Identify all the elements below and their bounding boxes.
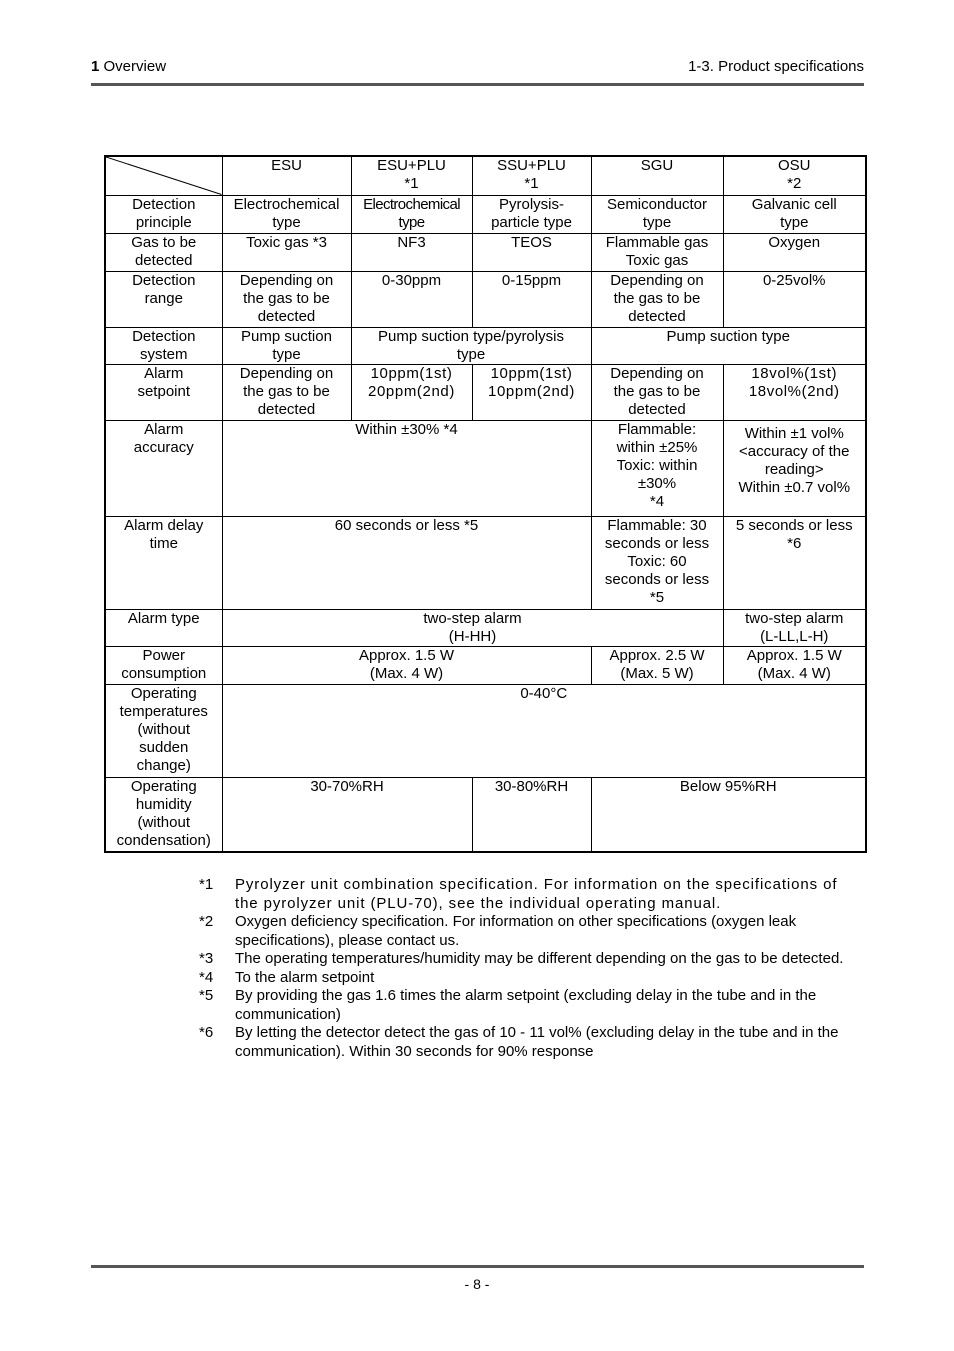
table-cell: 0-30ppm xyxy=(351,271,472,327)
table-row xyxy=(105,516,866,609)
table-cell: NF3 xyxy=(351,233,472,271)
footnote-mark: *1 xyxy=(199,876,214,893)
col-header-osu: OSU *2 xyxy=(723,156,866,195)
table-cell: Electrochemical type xyxy=(351,195,472,233)
table-cell: Oxygen xyxy=(723,233,866,271)
section-title: 1-3. Product specifications xyxy=(688,58,864,75)
table-row xyxy=(105,364,866,420)
row-label: Alarm type xyxy=(105,609,222,646)
table-cell: Flammable gas Toxic gas xyxy=(591,233,723,271)
header-rule xyxy=(91,83,864,86)
table-cell: 60 seconds or less *5 xyxy=(222,516,591,609)
table-cell: Approx. 1.5 W (Max. 4 W) xyxy=(222,646,591,684)
table-row xyxy=(105,420,866,516)
table-cell: two-step alarm (L-LL,L-H) xyxy=(723,609,866,646)
table-row xyxy=(105,271,866,327)
col-header-esu-plu: ESU+PLU *1 xyxy=(351,156,472,195)
table-row xyxy=(105,646,866,684)
table-cell: Semiconductor type xyxy=(591,195,723,233)
footnote xyxy=(199,1024,859,1061)
table-cell: Approx. 2.5 W (Max. 5 W) xyxy=(591,646,723,684)
footnotes xyxy=(199,876,859,1061)
table-cell: Electrochemical type xyxy=(222,195,351,233)
footnote-text: Oxygen deficiency specification. For information on other specifications (oxygen leak specifications), please contact us. xyxy=(235,913,797,949)
table-row xyxy=(105,684,866,777)
row-label: Alarm setpoint xyxy=(105,364,222,420)
table-cell: 5 seconds or less *6 xyxy=(723,516,866,609)
chapter-title xyxy=(91,58,166,75)
table-cell: 10ppm(1st) 10ppm(2nd) xyxy=(472,364,591,420)
footnote xyxy=(199,876,859,913)
footnote xyxy=(199,969,859,988)
row-label: Detection principle xyxy=(105,195,222,233)
table-row xyxy=(105,195,866,233)
table-cell: Toxic gas *3 xyxy=(222,233,351,271)
footnote xyxy=(199,950,859,969)
table-cell: Pyrolysis- particle type xyxy=(472,195,591,233)
col-header-ssu-plu: SSU+PLU *1 xyxy=(472,156,591,195)
row-label: Operating humidity (without condensation) xyxy=(105,777,222,852)
col-header-sgu: SGU xyxy=(591,156,723,195)
footnote-text: The operating temperatures/humidity may be different depending on the gas to be detected. xyxy=(235,950,844,967)
row-label: Alarm accuracy xyxy=(105,420,222,516)
table-cell: Depending on the gas to be detected xyxy=(222,271,351,327)
table-cell: Depending on the gas to be detected xyxy=(222,364,351,420)
chapter-name: Overview xyxy=(103,58,167,75)
footnote-text: Pyrolyzer unit combination specification. For information on the specifications of the pyrolyzer unit (PLU-70), see the individual operating manual. xyxy=(235,876,838,912)
footnote-mark: *2 xyxy=(199,913,214,930)
row-label: Alarm delay time xyxy=(105,516,222,609)
table-row xyxy=(105,609,866,646)
table-header-row xyxy=(105,156,866,195)
chapter-number: 1 xyxy=(91,58,100,75)
row-label: Detection system xyxy=(105,327,222,364)
footnote xyxy=(199,987,859,1024)
table-cell: Below 95%RH xyxy=(591,777,866,852)
table-row xyxy=(105,233,866,271)
footnote-mark: *6 xyxy=(199,1024,214,1041)
table-cell: 10ppm(1st) 20ppm(2nd) xyxy=(351,364,472,420)
footnote-text: To the alarm setpoint xyxy=(235,968,375,986)
table-cell: Flammable: within ±25% Toxic: within ±30% *4 xyxy=(591,420,723,516)
table-cell: 0-15ppm xyxy=(472,271,591,327)
table-cell: two-step alarm (H-HH) xyxy=(222,609,723,646)
row-label: Gas to be detected xyxy=(105,233,222,271)
row-label: Detection range xyxy=(105,271,222,327)
table-cell: TEOS xyxy=(472,233,591,271)
table-cell: 18vol%(1st) 18vol%(2nd) xyxy=(723,364,866,420)
table-row xyxy=(105,777,866,852)
table-cell: Depending on the gas to be detected xyxy=(591,364,723,420)
row-label: Power consumption xyxy=(105,646,222,684)
footnote-text: By providing the gas 1.6 times the alarm setpoint (excluding delay in the tube and in the communication) xyxy=(235,987,817,1023)
table-cell: Approx. 1.5 W (Max. 4 W) xyxy=(723,646,866,684)
table-cell: 30-70%RH xyxy=(222,777,472,852)
row-label: Operating temperatures (without sudden change) xyxy=(105,684,222,777)
spec-table xyxy=(104,155,867,853)
table-row xyxy=(105,327,866,364)
page-number: - 8 - xyxy=(464,1276,490,1292)
table-cell: 30-80%RH xyxy=(472,777,591,852)
table-cell: Depending on the gas to be detected xyxy=(591,271,723,327)
footnote-text: By letting the detector detect the gas of 10 - 11 vol% (excluding delay in the tube and in the communication). Within 30 seconds for 90% response xyxy=(235,1024,839,1060)
footnote-mark: *4 xyxy=(199,968,214,986)
table-cell: Flammable: 30 seconds or less Toxic: 60 seconds or less *5 xyxy=(591,516,723,609)
footer-rule xyxy=(91,1265,864,1268)
table-cell: Within ±30% *4 xyxy=(222,420,591,516)
table-cell: 0-25vol% xyxy=(723,271,866,327)
table-cell: Pump suction type xyxy=(591,327,866,364)
table-cell: 0-40°C xyxy=(222,684,866,777)
table-cell: Pump suction type xyxy=(222,327,351,364)
table-cell: Pump suction type/pyrolysis type xyxy=(351,327,591,364)
page-header xyxy=(91,58,864,78)
footnote-mark: *3 xyxy=(199,950,214,967)
diagonal-line xyxy=(106,157,222,195)
footnote-mark: *5 xyxy=(199,987,214,1004)
corner-cell xyxy=(105,156,222,195)
table-cell: Within ±1 vol% <accuracy of the reading> Within ±0.7 vol% xyxy=(723,420,866,516)
table-cell: Galvanic cell type xyxy=(723,195,866,233)
footnote xyxy=(199,913,859,950)
col-header-esu: ESU xyxy=(222,156,351,195)
